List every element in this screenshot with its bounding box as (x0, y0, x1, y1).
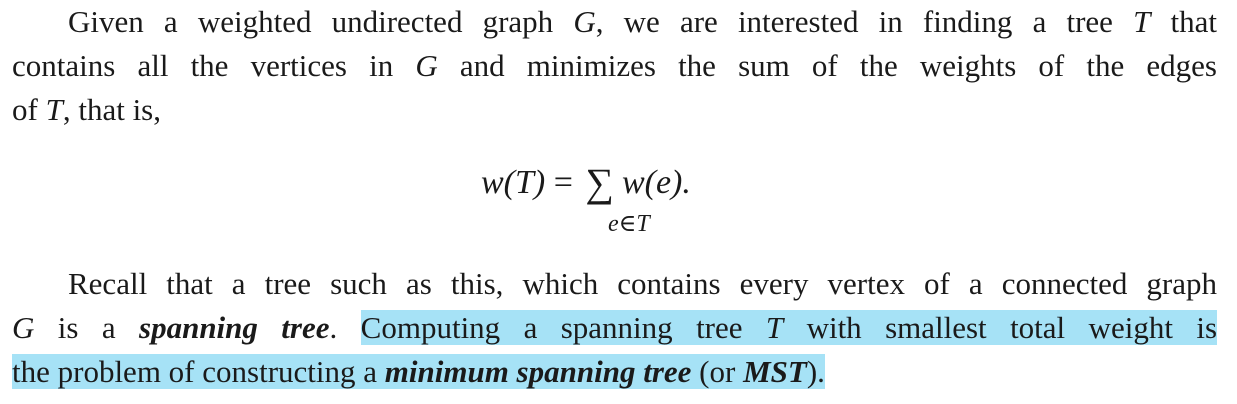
text-fragment: , that is, (62, 92, 161, 127)
display-equation (0, 150, 1237, 240)
equation-lhs: w(T) (481, 164, 546, 201)
highlighted-text (12, 354, 825, 389)
summation-subscript: e∈T (608, 211, 650, 237)
paragraph2-line2 (12, 306, 1217, 350)
paragraph1-line2 (12, 44, 1217, 88)
text-fragment: , we are interested in finding a tree (595, 4, 1134, 39)
text-fragment: the problem of constructing a (12, 354, 385, 389)
paragraph1-line1 (68, 0, 1217, 44)
paragraph2-line1 (68, 262, 1217, 306)
math-var-t: T (1133, 4, 1151, 39)
term-spanning-tree: spanning tree (139, 310, 330, 345)
text-fragment: . (329, 310, 361, 345)
math-var-g: G (573, 4, 596, 39)
equals-sign: = (553, 164, 573, 201)
text-fragment: (or (691, 354, 744, 389)
text-fragment: is a (34, 310, 140, 345)
term-minimum-spanning-tree: minimum spanning tree (384, 354, 692, 389)
text-fragment: and minimizes the sum of the weights of the edges (437, 48, 1217, 83)
math-var-g: G (415, 48, 438, 83)
paragraph2-line3 (12, 350, 1217, 394)
text-fragment: ). (806, 354, 825, 389)
text-fragment: Computing a spanning tree (360, 310, 766, 345)
text-fragment: with smallest total weight is (783, 310, 1218, 345)
summation-icon: ∑ (585, 160, 614, 205)
equation-summand: w(e). (621, 164, 691, 201)
math-var-g: G (12, 310, 35, 345)
paragraph1-line3 (12, 88, 1217, 132)
equation-main (481, 158, 691, 205)
term-mst: MST (743, 354, 807, 389)
math-var-t: T (45, 92, 63, 127)
highlighted-text (361, 310, 1217, 345)
text-fragment: contains all the vertices in (12, 48, 416, 83)
text-fragment: Given a weighted undirected graph (68, 4, 574, 39)
text-fragment: of (12, 92, 46, 127)
text-fragment: that (1150, 4, 1217, 39)
math-var-t: T (765, 310, 784, 345)
text-fragment: Recall that a tree such as this, which contains every vertex of a connected graph (68, 266, 1217, 301)
